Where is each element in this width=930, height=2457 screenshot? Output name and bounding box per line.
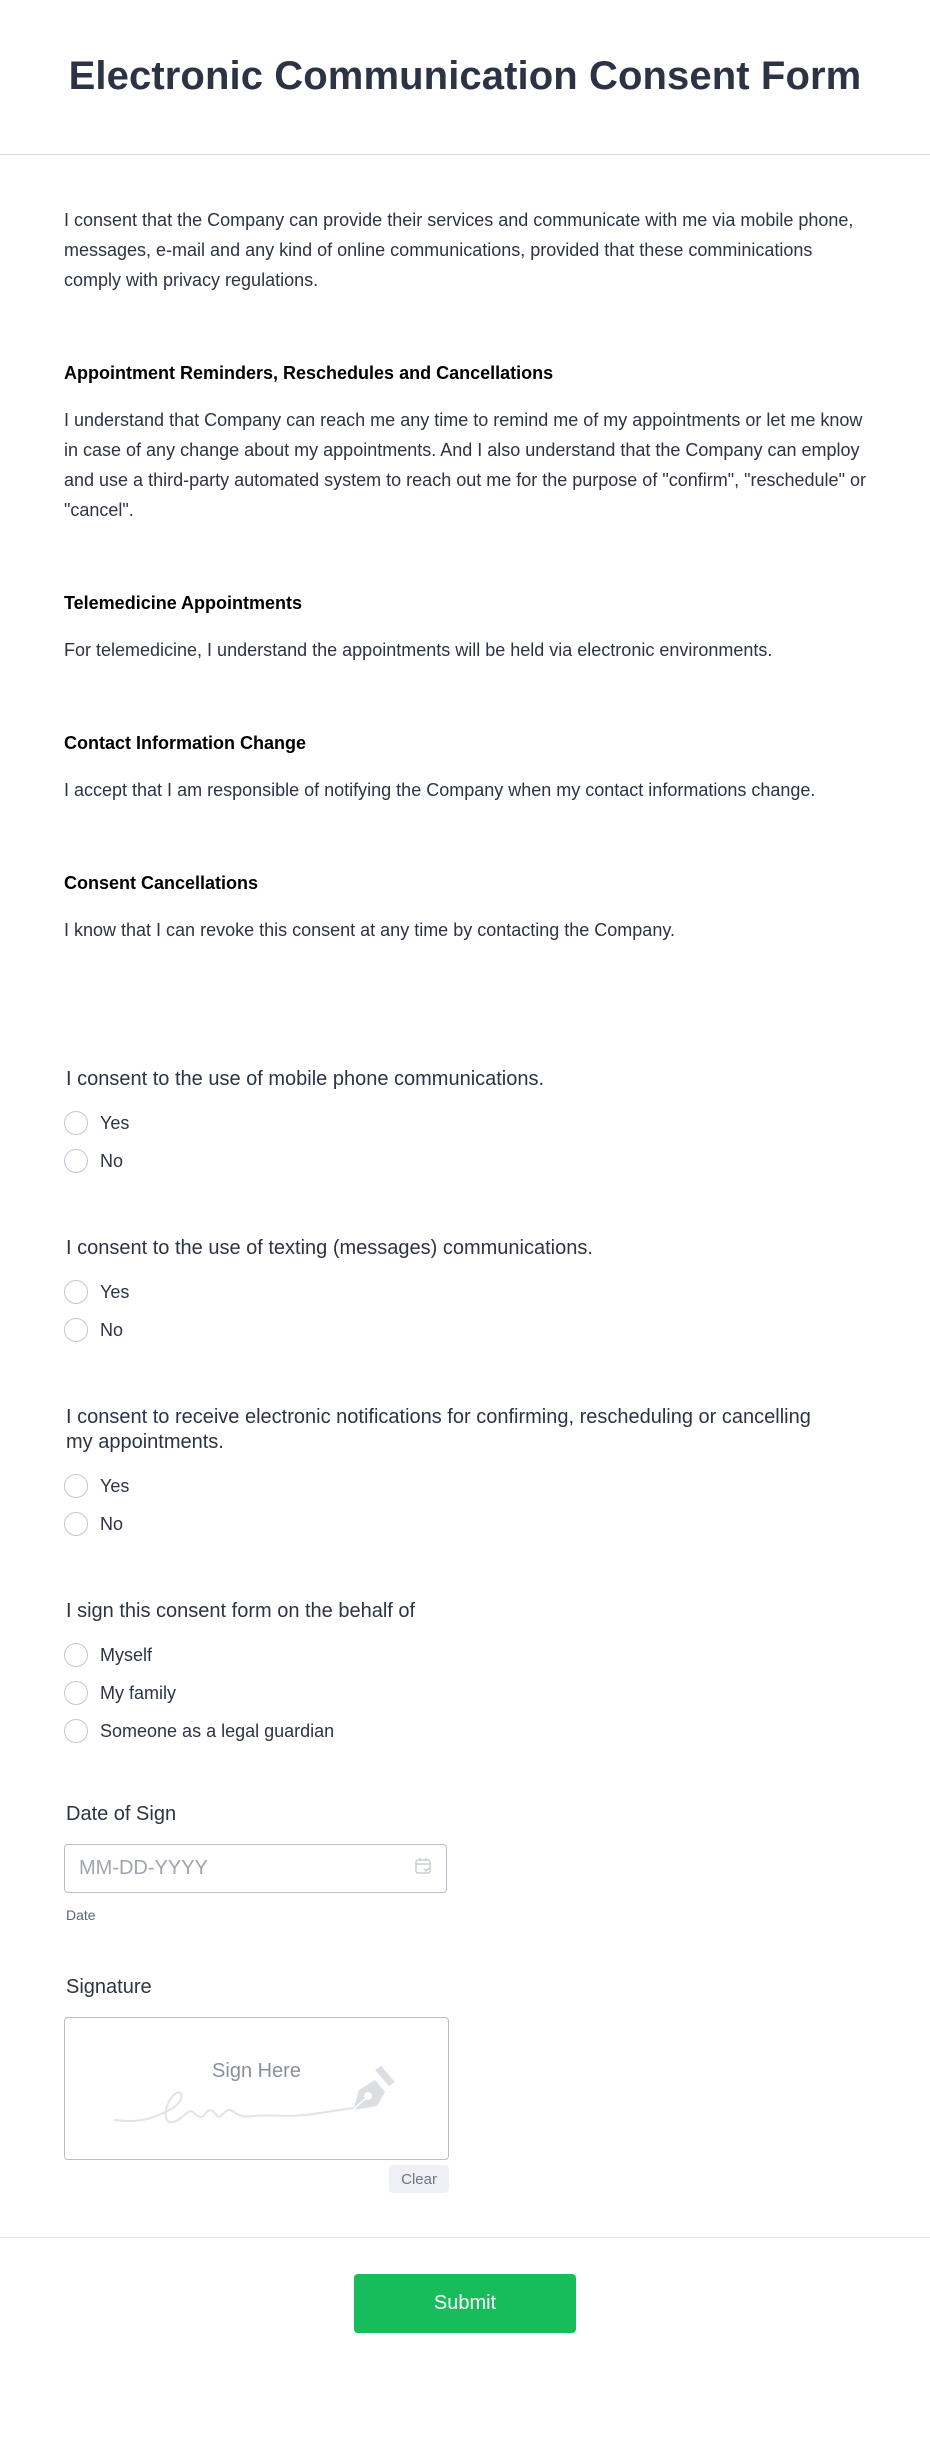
question-on-behalf-of (64, 1599, 866, 1750)
date-of-sign-field (64, 1802, 866, 1923)
radio-option-no[interactable]: No (66, 1505, 824, 1543)
section-heading: Contact Information Change (64, 733, 306, 753)
radio-option-my-family[interactable]: My family (66, 1674, 866, 1712)
radio-button[interactable] (64, 1280, 88, 1304)
section-contact-info-change (64, 731, 866, 805)
question-texting (64, 1236, 866, 1349)
section-body: For telemedicine, I understand the appointments will be held via electronic environments. (64, 640, 773, 660)
intro-paragraph: I consent that the Company can provide their services and communicate with me via mobile phone, messages, e-mail and any kind of online communications, provided that these comminications comply with privacy regulations. (64, 210, 854, 290)
section-appointment-reminders (64, 361, 866, 525)
form-title: Electronic Communication Consent Form (68, 53, 862, 98)
radio-option-yes[interactable]: Yes (66, 1273, 866, 1311)
question-label: I consent to the use of mobile phone communications. (66, 1068, 545, 1090)
radio-button[interactable] (64, 1474, 88, 1498)
radio-option-yes[interactable]: Yes (66, 1104, 866, 1142)
question-label: I consent to the use of texting (messages) communications. (66, 1237, 593, 1259)
radio-option-myself[interactable]: Myself (66, 1636, 866, 1674)
section-body: I know that I can revoke this consent at any time by contacting the Company. (64, 920, 675, 940)
section-telemedicine (64, 591, 866, 665)
radio-button[interactable] (64, 1643, 88, 1667)
question-label: I consent to receive electronic notifications for confirming, rescheduling or cancelling my appointments. (66, 1406, 811, 1453)
date-label: Date of Sign (66, 1803, 177, 1825)
radio-button[interactable] (64, 1318, 88, 1342)
section-heading: Appointment Reminders, Reschedules and Cancellations (64, 363, 554, 383)
radio-button[interactable] (64, 1681, 88, 1705)
submit-button[interactable]: Submit (354, 2274, 576, 2333)
form-content (0, 205, 930, 2193)
question-notifications (64, 1405, 824, 1543)
radio-button[interactable] (64, 1111, 88, 1135)
section-body: I accept that I am responsible of notifying the Company when my contact informations change. (64, 780, 816, 800)
radio-option-no[interactable]: No (66, 1311, 866, 1349)
radio-button[interactable] (64, 1512, 88, 1536)
question-mobile-phone (64, 1067, 866, 1180)
section-consent-cancellations (64, 871, 866, 945)
section-body: I understand that Company can reach me any time to remind me of my appointments or let me know in case of any change about my appointments. And I also understand that the Company can employ and use a third-party automated system to reach out me for the purpose of "confirm", "reschedule" or "cancel". (64, 410, 866, 520)
date-placeholder: MM-DD-YYYY (79, 1857, 208, 1879)
radio-option-yes[interactable]: Yes (66, 1467, 824, 1505)
section-heading: Consent Cancellations (64, 873, 259, 893)
radio-button[interactable] (64, 1149, 88, 1173)
clear-signature-button[interactable]: Clear (389, 2165, 449, 2193)
question-label: I sign this consent form on the behalf of (66, 1600, 416, 1622)
radio-option-no[interactable]: No (66, 1142, 866, 1180)
signature-pad[interactable] (64, 2017, 449, 2160)
date-sublabel: Date (66, 1907, 96, 1923)
signature-field (64, 1975, 866, 2193)
form-header (0, 0, 930, 155)
date-input[interactable] (64, 1844, 447, 1893)
calendar-icon[interactable] (414, 1857, 432, 1880)
sign-here-placeholder: Sign Here (212, 2060, 301, 2082)
radio-option-legal-guardian[interactable]: Someone as a legal guardian (66, 1712, 866, 1750)
radio-button[interactable] (64, 1719, 88, 1743)
form-footer (0, 2237, 930, 2365)
signature-label: Signature (66, 1976, 152, 1998)
section-heading: Telemedicine Appointments (64, 593, 303, 613)
